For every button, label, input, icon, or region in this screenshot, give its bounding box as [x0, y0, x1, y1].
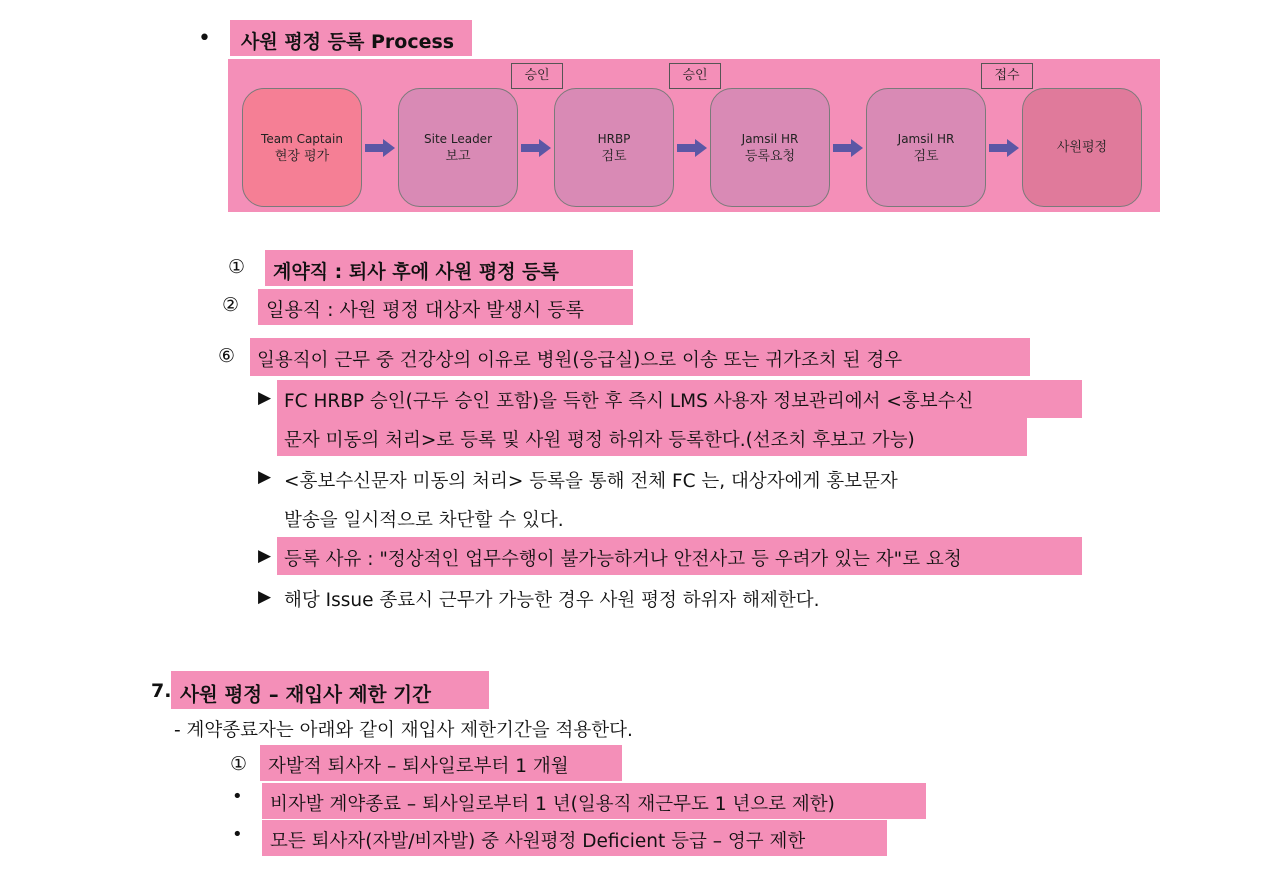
- step-jamsil-hr-review: [866, 88, 986, 207]
- approval-tag-jamsil: 승인: [669, 63, 721, 89]
- item2-desc: : 사원 평정 대상자 발생시 등록: [321, 299, 584, 321]
- s7-item1-text: 자발적 퇴사자 – 퇴사일로부터 1 개월: [268, 756, 569, 777]
- item2-label: 일용직: [266, 299, 322, 321]
- sub4-text: 해당 Issue 종료시 근무가 가능한 경우 사원 평정 하위자 해제한다.: [284, 590, 820, 611]
- sub2-line1: <홍보수신문자 미동의 처리> 등록을 통해 전체 FC 는, 대상자에게 홍보문자: [284, 471, 898, 492]
- section7-number: 7.: [151, 680, 172, 702]
- step-hrbp: [554, 88, 674, 207]
- section7-intro: - 계약종료자는 아래와 같이 재입사 제한기간을 적용한다.: [174, 720, 633, 741]
- item1-desc: : 퇴사 후에 사원 평정 등록: [328, 261, 559, 283]
- sub-bullet-icon: ▶: [258, 388, 272, 408]
- approval-tag-hrbp: 승인: [511, 63, 563, 89]
- item2-text: [266, 295, 584, 322]
- step-label-en: Jamsil HR: [741, 131, 799, 146]
- flow-arrow-icon: [833, 139, 863, 157]
- sub1-line2: 문자 미동의 처리>로 등록 및 사원 평정 하위자 등록한다.(선조치 후보고 가능): [284, 430, 915, 451]
- item-bullet: •: [232, 786, 243, 807]
- step-team-captain: [242, 88, 362, 207]
- step-label-en: Team Captain: [261, 131, 343, 146]
- step-label-ko: 사원평정: [1056, 140, 1108, 155]
- flow-arrow-icon: [989, 139, 1019, 157]
- flow-arrow-icon: [677, 139, 707, 157]
- item-marker: ②: [222, 294, 240, 316]
- sub-bullet-icon: ▶: [258, 546, 272, 566]
- step-label-ko: 등록요청: [744, 148, 796, 164]
- step-label-ko: 검토: [601, 148, 627, 164]
- sub-bullet-icon: ▶: [258, 467, 272, 487]
- sub3-text: 등록 사유 : "정상적인 업무수행이 불가능하거나 안전사고 등 우려가 있는 자"로 요청: [284, 549, 962, 570]
- step-label-ko: 현장 평가: [274, 148, 330, 164]
- section-bullet: •: [198, 26, 211, 51]
- step-jamsil-hr-request: [710, 88, 830, 207]
- step-label-en: Site Leader: [424, 131, 492, 146]
- item-marker: ①: [228, 256, 246, 278]
- sub1-line1: FC HRBP 승인(구두 승인 포함)을 득한 후 즉시 LMS 사용자 정보관리에서 <홍보수신: [284, 391, 974, 412]
- step-site-leader: [398, 88, 518, 207]
- step-employee-rating: [1022, 88, 1142, 207]
- sub2-line2: 발송을 일시적으로 차단할 수 있다.: [284, 510, 564, 531]
- flow-arrow-icon: [521, 139, 551, 157]
- item6-text: 일용직이 근무 중 건강상의 이유로 병원(응급실)으로 이송 또는 귀가조치 된 경우: [257, 350, 903, 371]
- step-label-en: HRBP: [597, 131, 631, 146]
- step-label-ko: 검토: [913, 148, 939, 164]
- step-label-ko: 보고: [445, 148, 471, 164]
- item-marker: ⑥: [218, 345, 236, 367]
- step-label-en: Jamsil HR: [897, 131, 955, 146]
- item1-label: 계약직: [273, 261, 329, 283]
- item-marker: ①: [230, 753, 248, 775]
- receipt-tag: 접수: [981, 63, 1033, 89]
- item1-text: [273, 257, 559, 284]
- process-title: 사원 평정 등록 Process: [241, 31, 455, 53]
- section7-title: 사원 평정 – 재입사 제한 기간: [180, 683, 431, 706]
- s7-item3-text: 모든 퇴사자(자발/비자발) 중 사원평정 Deficient 등급 – 영구 제한: [270, 831, 806, 852]
- item-bullet: •: [232, 824, 243, 845]
- sub-bullet-icon: ▶: [258, 587, 272, 607]
- flow-arrow-icon: [365, 139, 395, 157]
- s7-item2-text: 비자발 계약종료 – 퇴사일로부터 1 년(일용직 재근무도 1 년으로 제한): [270, 794, 835, 815]
